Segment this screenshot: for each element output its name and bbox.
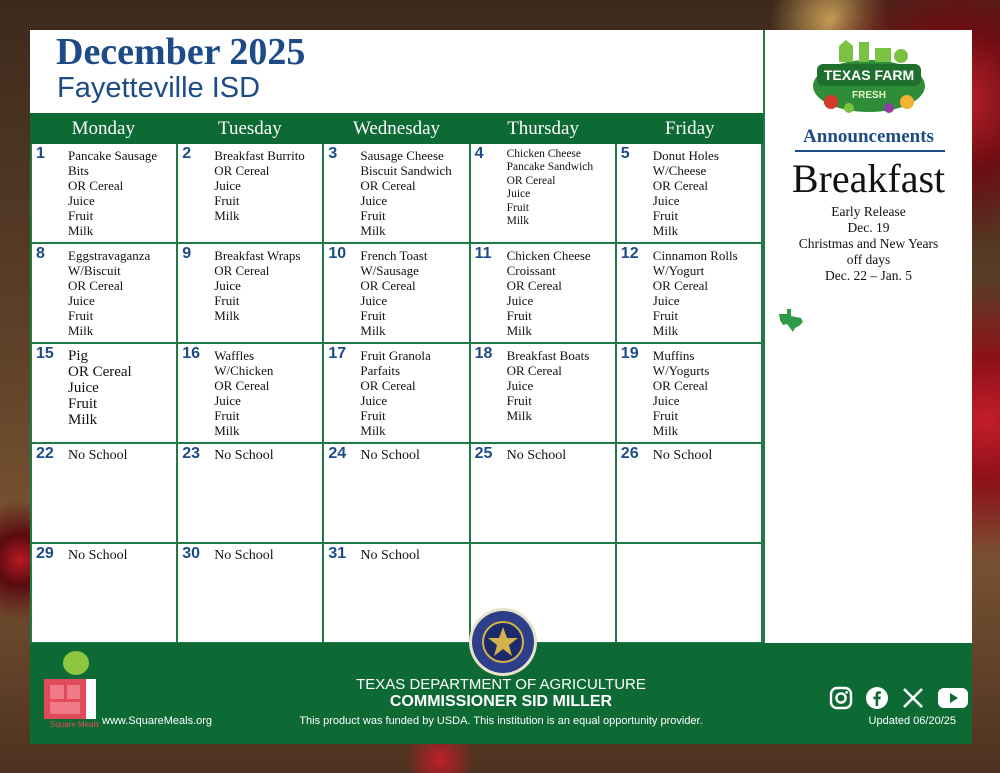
announcement-line: Christmas and New Years [798, 236, 939, 251]
day-number: 2 [182, 145, 192, 162]
weekday-wednesday: Wednesday [352, 118, 441, 139]
menu-item: OR Cereal [506, 363, 562, 378]
day-number: 18 [474, 345, 493, 362]
menu-item: Sausage Cheese [360, 148, 444, 163]
weekday-monday: Monday [71, 118, 135, 139]
day-number: 22 [36, 445, 54, 462]
menu-item: Fruit Granola [360, 348, 431, 363]
menu-item: W/Cheese [652, 163, 707, 178]
menu-item: Fruit [506, 308, 532, 323]
month-title: December 2025 [56, 31, 306, 73]
menu-item: Milk [506, 215, 529, 228]
website-link[interactable]: www.SquareMeals.org [102, 715, 213, 727]
calendar-day-29 [32, 544, 178, 644]
menu-item: Milk [506, 408, 532, 423]
menu-item: Croissant [506, 263, 556, 278]
day-number: 3 [328, 145, 338, 162]
menu-item: Juice [652, 293, 680, 308]
calendar-day-18 [471, 344, 617, 444]
menu-item: Juice [68, 293, 95, 308]
menu-item: Pancake Sandwich [506, 161, 594, 174]
day-number: 24 [328, 445, 347, 462]
menu-item: Juice [506, 188, 531, 201]
menu-item: French Toast [360, 248, 428, 263]
calendar-day-3 [324, 144, 470, 244]
menu-item: Juice [506, 293, 534, 308]
menu-item: Fruit [360, 208, 386, 223]
menu-item: W/Sausage [360, 263, 419, 278]
texas-farm-fresh-logo [809, 38, 929, 118]
menu-item: OR Cereal [214, 163, 270, 178]
menu-item: OR Cereal [360, 278, 416, 293]
logo-text-texas-farm: TEXAS FARM [823, 67, 915, 83]
calendar-day-31 [324, 544, 470, 644]
day-number: 25 [474, 445, 493, 462]
calendar-day-19 [617, 344, 763, 444]
social-links [828, 685, 970, 711]
menu-item: Juice [214, 178, 241, 193]
day-number: 10 [328, 245, 347, 262]
menu-item: Fruit [68, 208, 94, 223]
district-name: Fayetteville ISD [57, 72, 261, 104]
calendar-day-30 [178, 544, 324, 644]
menu-item: Pancake Sausage [68, 148, 158, 163]
calendar-day-16 [178, 344, 324, 444]
menu-item: W/Yogurt [652, 263, 705, 278]
menu-item: Milk [214, 423, 240, 438]
menu-item: W/Yogurts [652, 363, 710, 378]
menu-item: Fruit [68, 308, 94, 323]
calendar-day-8 [32, 244, 178, 344]
menu-item: OR Cereal [360, 378, 416, 393]
announcement-line: off days [846, 252, 891, 267]
menu-item: Juice [652, 193, 680, 208]
day-number: 23 [182, 445, 200, 462]
weekday-header [30, 113, 763, 144]
no-school-label: No School [214, 448, 274, 463]
menu-item: Juice [360, 193, 388, 208]
day-number: 5 [620, 145, 630, 162]
menu-item: Parfaits [360, 363, 401, 378]
calendar-day-5 [617, 144, 763, 244]
menu-item: Fruit [506, 201, 529, 214]
menu-item: Breakfast Burrito [214, 148, 305, 163]
announcements-heading: Announcements [803, 126, 934, 147]
menu-item: Pig [68, 348, 89, 364]
menu-item: Bits [68, 163, 89, 178]
no-school-label: No School [214, 548, 274, 563]
no-school-label: No School [68, 548, 128, 563]
menu-item: Milk [68, 323, 94, 338]
texas-state-icon [777, 308, 805, 332]
weekday-tuesday: Tuesday [218, 118, 282, 139]
menu-card [30, 30, 972, 744]
menu-item: Milk [506, 323, 532, 338]
calendar-weeks [30, 144, 763, 644]
calendar-day-24 [324, 444, 470, 544]
announcement-line: Early Release [831, 204, 906, 219]
calendar-day-10 [324, 244, 470, 344]
calendar-day-empty [617, 544, 763, 644]
menu-item: Fruit [652, 408, 679, 423]
day-number: 8 [36, 245, 45, 262]
no-school-label: No School [68, 448, 128, 463]
calendar-day-26 [617, 444, 763, 544]
menu-item: Eggstravaganza [68, 248, 151, 263]
menu-item: Fruit [652, 208, 679, 223]
menu-item: W/Biscuit [68, 263, 121, 278]
day-number: 26 [620, 445, 639, 462]
menu-item: OR Cereal [68, 178, 124, 193]
menu-item: Biscuit Sandwich [360, 163, 452, 178]
announcement-line: Dec. 19 [847, 220, 890, 235]
day-number: 15 [36, 345, 54, 362]
calendar-day-2 [178, 144, 324, 244]
funding-statement: This product was funded by USDA. This institution is an equal opportunity provider. [299, 715, 703, 727]
footer [30, 643, 972, 744]
calendar-grid [30, 113, 763, 643]
calendar-day-15 [32, 344, 178, 444]
menu-item: Milk [68, 412, 98, 428]
menu-item: Juice [214, 278, 241, 293]
no-school-label: No School [652, 448, 713, 463]
calendar-day-1 [32, 144, 178, 244]
no-school-label: No School [360, 448, 420, 463]
instagram-icon[interactable] [828, 685, 854, 711]
menu-item: Milk [360, 323, 386, 338]
calendar-day-23 [178, 444, 324, 544]
menu-item: Fruit [652, 308, 679, 323]
calendar-day-4 [471, 144, 617, 244]
tda-seal [468, 607, 538, 677]
menu-item: Breakfast Boats [506, 348, 590, 363]
day-number: 9 [182, 245, 192, 262]
menu-item: Fruit [214, 193, 240, 208]
day-number: 19 [620, 345, 639, 362]
menu-item: Fruit [214, 293, 240, 308]
day-number: 31 [328, 545, 347, 562]
calendar-day-9 [178, 244, 324, 344]
menu-item: OR Cereal [652, 278, 709, 293]
menu-item: Milk [214, 208, 240, 223]
menu-item: Muffins [652, 348, 695, 363]
menu-item: Milk [652, 423, 679, 438]
menu-item: Juice [360, 293, 388, 308]
menu-item: OR Cereal [68, 278, 124, 293]
day-number: 12 [620, 245, 639, 262]
calendar-day-22 [32, 444, 178, 544]
menu-item: Chicken Cheese [506, 248, 591, 263]
menu-item: Juice [68, 380, 99, 396]
menu-item: Cinnamon Rolls [652, 248, 738, 263]
day-number: 11 [474, 245, 492, 262]
facebook-icon[interactable] [864, 685, 890, 711]
menu-item: Juice [214, 393, 241, 408]
menu-item: Juice [360, 393, 388, 408]
x-icon[interactable] [900, 685, 926, 711]
menu-item: Milk [652, 323, 679, 338]
announcement-notes [765, 204, 972, 284]
menu-item: Milk [360, 223, 386, 238]
menu-item: OR Cereal [652, 178, 709, 193]
day-number: 29 [36, 545, 54, 562]
menu-item: Chicken Cheese [506, 148, 582, 160]
announcement-line: Dec. 22 – Jan. 5 [825, 268, 912, 283]
menu-item: Fruit [506, 393, 532, 408]
calendar-day-11 [471, 244, 617, 344]
weekday-thursday: Thursday [507, 118, 579, 139]
no-school-label: No School [506, 448, 567, 463]
menu-item: Breakfast Wraps [214, 248, 301, 263]
calendar-day-17 [324, 344, 470, 444]
menu-item: Donut Holes [652, 148, 719, 163]
menu-item: Milk [214, 308, 240, 323]
commissioner-name: COMMISSIONER SID MILLER [389, 693, 613, 710]
menu-item: Milk [652, 223, 679, 238]
day-number: 1 [36, 145, 45, 162]
menu-item: Fruit [214, 408, 240, 423]
day-number: 30 [182, 545, 200, 562]
menu-item: Fruit [360, 408, 386, 423]
no-school-label: No School [360, 548, 420, 563]
menu-item: OR Cereal [68, 364, 132, 380]
youtube-icon[interactable] [936, 685, 970, 711]
day-number: 17 [328, 345, 347, 362]
menu-item: Juice [506, 378, 534, 393]
updated-date: Updated 06/20/25 [868, 715, 956, 727]
menu-item: Juice [68, 193, 95, 208]
menu-item: Juice [652, 393, 680, 408]
menu-item: Fruit [360, 308, 386, 323]
menu-item: OR Cereal [360, 178, 416, 193]
menu-item: OR Cereal [214, 378, 270, 393]
menu-item: Waffles [214, 348, 255, 363]
menu-item: W/Chicken [214, 363, 274, 378]
menu-item: OR Cereal [506, 278, 562, 293]
calendar-day-25 [471, 444, 617, 544]
menu-item: OR Cereal [506, 174, 556, 187]
menu-item: OR Cereal [652, 378, 709, 393]
menu-item: OR Cereal [214, 263, 270, 278]
announcements-underline [795, 150, 945, 152]
weekday-friday: Friday [664, 118, 715, 139]
square-meals-logo-text: Square Meals [50, 720, 100, 729]
day-number: 16 [182, 345, 200, 362]
logo-text-fresh: FRESH [852, 90, 886, 101]
sidebar [763, 30, 972, 643]
menu-item: Milk [360, 423, 386, 438]
meal-type-title: Breakfast [791, 156, 946, 201]
department-name: TEXAS DEPARTMENT OF AGRICULTURE [356, 676, 646, 693]
menu-item: Milk [68, 223, 94, 238]
calendar-day-12 [617, 244, 763, 344]
day-number: 4 [474, 145, 484, 162]
menu-item: Fruit [68, 396, 98, 412]
